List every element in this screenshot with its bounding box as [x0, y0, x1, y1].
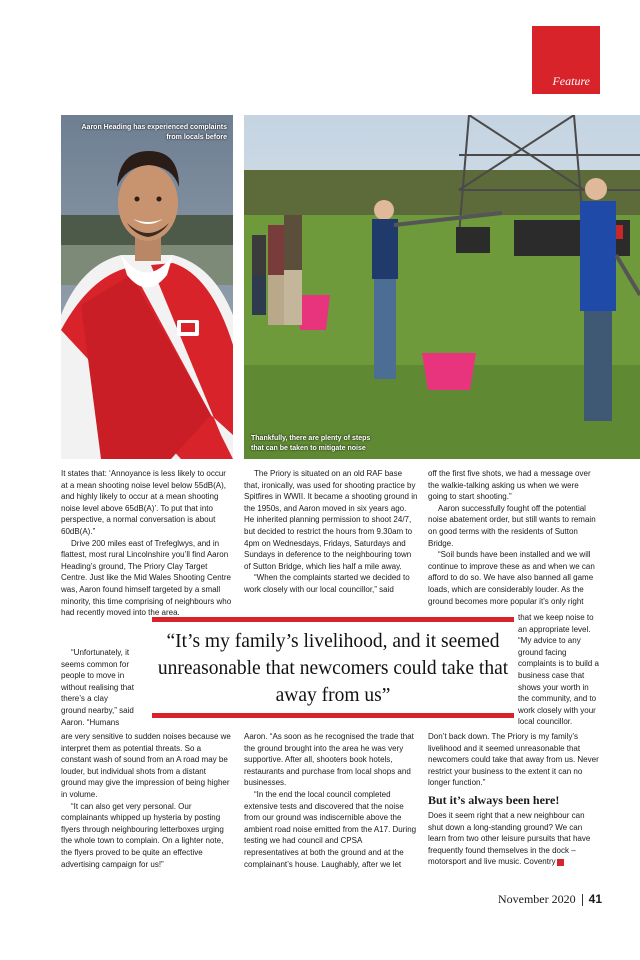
range-illustration [244, 115, 640, 459]
section-label: Feature [552, 74, 590, 88]
paragraph: Aaron. “As soon as he recognised the trade that the ground brought into the area he was very supportive. After all, shooters book hotels, restaurants and purchase from local shops and businesses. [244, 732, 414, 788]
article-column-2-bottom [244, 731, 418, 870]
pull-quote-rule-top [152, 617, 514, 622]
paragraph: It states that: ‘Annoyance is less likely to occur at a mean shooting noise level below 55dB(A), and highly likely to occur at a mean shooting noise level above 65dB(A)’. To put that into perspective, a normal conversation is about 60dB(A).” [61, 469, 226, 536]
article-column-2-top [244, 468, 418, 596]
end-mark-icon [557, 859, 564, 866]
photo-caption: Aaron Heading has experienced complaints from locals before [81, 124, 227, 141]
page-footer [498, 892, 602, 907]
article-column-1-top [61, 468, 233, 619]
article-column-3-wrap [518, 612, 600, 728]
subheading: But it’s always been here! [428, 792, 560, 807]
paragraph: that we keep noise to an appropriate level. “My advice to any ground facing complaints is to build a business case that shows your worth in the community, and to work closely with your local councillor. [518, 613, 599, 727]
paragraph: Aaron successfully fought off the potential noise abatement order, but still wants to remain on good terms with the residents of Sutton Bridge. [428, 503, 596, 548]
paragraph: “When the complaints started we decided to work closely with our local councillor,” said [244, 573, 410, 594]
paragraph: “It can also get very personal. Our complainants whipped up hysteria by posting flyers through neighbouring letterboxes urging the whole town to complain. On a lighter note, the flyers proved to be quite an effective advertising campaign for us!” [61, 801, 224, 869]
paragraph: “Soil bunds have been installed and we will continue to improve these as and when we can afford to do so. We have also banned all game loads, which are considerably louder. As the ground becomes more popular it’s only right [428, 550, 595, 606]
photo-caption: Thankfully, there are plenty of steps that can be taken to mitigate noise [251, 435, 371, 452]
paragraph: off the first five shots, we had a message over the walkie-talking asking us when we were going to start shooting.” [428, 469, 591, 502]
paragraph: The Priory is situated on an old RAF base that, ironically, was used for shooting practice by Spitfires in WWII. It became a shooting ground in the 1950s, and Aaron moved in six years ago. He inherited planning permission to shoot 24/7, but decided to restrict the hours from 9.30am to 4pm on Wednesdays, Fridays, Saturdays and Sundays in deference to the neighbouring town of Sutton Bridge, which lies half a mile away. [244, 469, 418, 571]
article-column-3-bottom [428, 731, 600, 868]
pull-quote: “It’s my family’s livelihood, and it seemed unreasonable that newcomers could take that away from us” [157, 631, 509, 706]
portrait-photo [61, 115, 233, 459]
issue-date: November 2020 [497, 892, 576, 906]
footer-divider [582, 894, 583, 906]
article-column-3-top [428, 468, 600, 607]
portrait-illustration [61, 115, 233, 459]
paragraph: Drive 200 miles east of Trefeglwys, and in flattest, most rural Lincolnshire you’ll find Aaron Heading’s ground, The Priory Clay Target Centre. Just like the Mid Wales Shooting Centre was, Aaron found himself targeted by a small minority, this time comprising of neighbours who had recently moved into the area. [61, 538, 232, 618]
paragraph: Does it seem right that a new neighbour can shut down a long-standing ground? We can learn from two other leisure pursuits that have frequently found themselves in the dock – motorsport and live music. Coventry [428, 810, 591, 867]
paragraph: “Unfortunately, it seems common for people to move in without realising that there’s a clay ground nearby,” said Aaron. “Humans [61, 648, 134, 727]
article-column-1-wrap [61, 647, 134, 728]
page-number: 41 [588, 892, 602, 906]
article-column-1-bottom [61, 731, 233, 870]
pull-quote-rule-bottom [152, 713, 514, 718]
paragraph: are very sensitive to sudden noises because we interpret them as potential threats. So a constant wash of sound from an A road may be louder, but individual shots from a distant ground may give the impression of being higher in volume. [61, 732, 231, 799]
section-tab [532, 26, 600, 94]
paragraph: Don’t back down. The Priory is my family’s livelihood and it seemed unreasonable that newcomers could take that away from us. Never restrict your business to the extent it can no longer function.” [428, 732, 599, 788]
paragraph: “In the end the local council completed extensive tests and discovered that the noise from our ground was indiscernible above the ambient road noise emitted from the A17. During testing we had council and CPSA representatives at both the ground and at the complainant’s house. Laughably, after we let [244, 789, 417, 869]
shooting-range-photo [244, 115, 640, 459]
